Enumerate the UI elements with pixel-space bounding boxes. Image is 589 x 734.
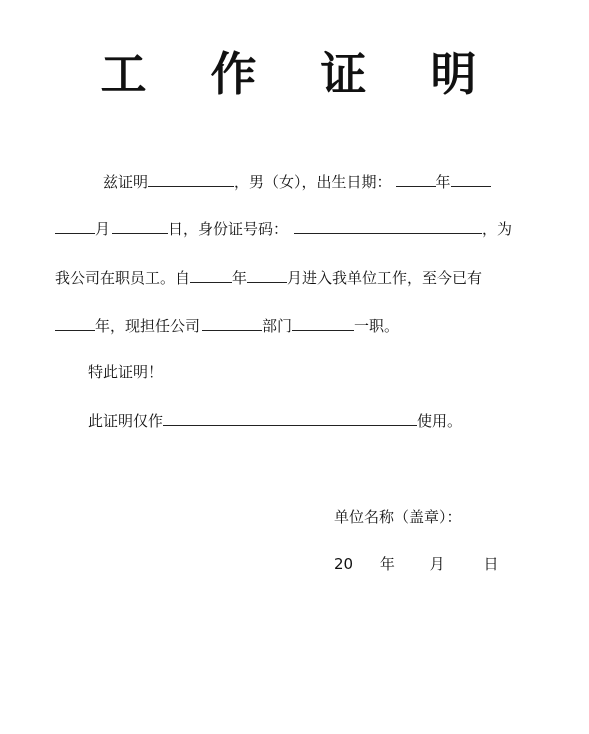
join-year-label: 年 <box>232 269 248 287</box>
join-year-blank <box>190 267 232 283</box>
birth-month-blank <box>55 218 95 234</box>
date-year-label: 年 <box>379 555 395 573</box>
birth-month-label: 月 <box>95 220 111 238</box>
usage-purpose-blank <box>163 410 417 426</box>
line2-tail: ，为 <box>482 220 513 238</box>
unit-name-seal-label: 单位名称（盖章）： <box>334 508 462 526</box>
tenure-position-text: 年，现担任公司 <box>95 317 201 335</box>
department-label: 部门 <box>262 317 293 335</box>
department-blank <box>202 315 262 331</box>
date-day-label: 日 <box>483 555 499 573</box>
birth-year-tail-blank <box>451 171 491 187</box>
birth-year-blank <box>396 171 436 187</box>
join-month-text: 月进入我单位工作，至今已有 <box>287 269 483 287</box>
date-month-label: 月 <box>429 555 445 573</box>
company-employee-text: 我公司在职员工。自 <box>55 269 191 287</box>
body-line-4 <box>55 315 399 336</box>
usage-suffix: 使用。 <box>417 412 463 430</box>
id-number-blank <box>294 218 482 234</box>
signature-date <box>334 554 498 574</box>
certify-prefix: 兹证明 <box>103 173 149 191</box>
name-blank <box>148 171 234 187</box>
join-month-blank <box>247 267 287 283</box>
hereby-text: 特此证明！ <box>88 363 164 381</box>
birth-day-blank <box>112 218 168 234</box>
birth-year-label: 年 <box>435 173 451 191</box>
usage-line <box>88 410 462 431</box>
day-id-label: 日，身份证号码： <box>168 220 289 238</box>
document-title: 工 作 证 明 <box>100 47 501 101</box>
position-label: 一职。 <box>354 317 400 335</box>
tenure-years-blank <box>55 315 95 331</box>
date-year-prefix: 20 <box>334 555 354 573</box>
gender-birthdate-label: ，男（女），出生日期： <box>234 173 392 191</box>
usage-prefix: 此证明仅作 <box>88 412 164 430</box>
body-line-1 <box>103 171 491 192</box>
body-line-2 <box>55 218 512 239</box>
position-blank <box>292 315 354 331</box>
body-line-3 <box>55 267 482 288</box>
hereby-certify <box>88 362 163 382</box>
